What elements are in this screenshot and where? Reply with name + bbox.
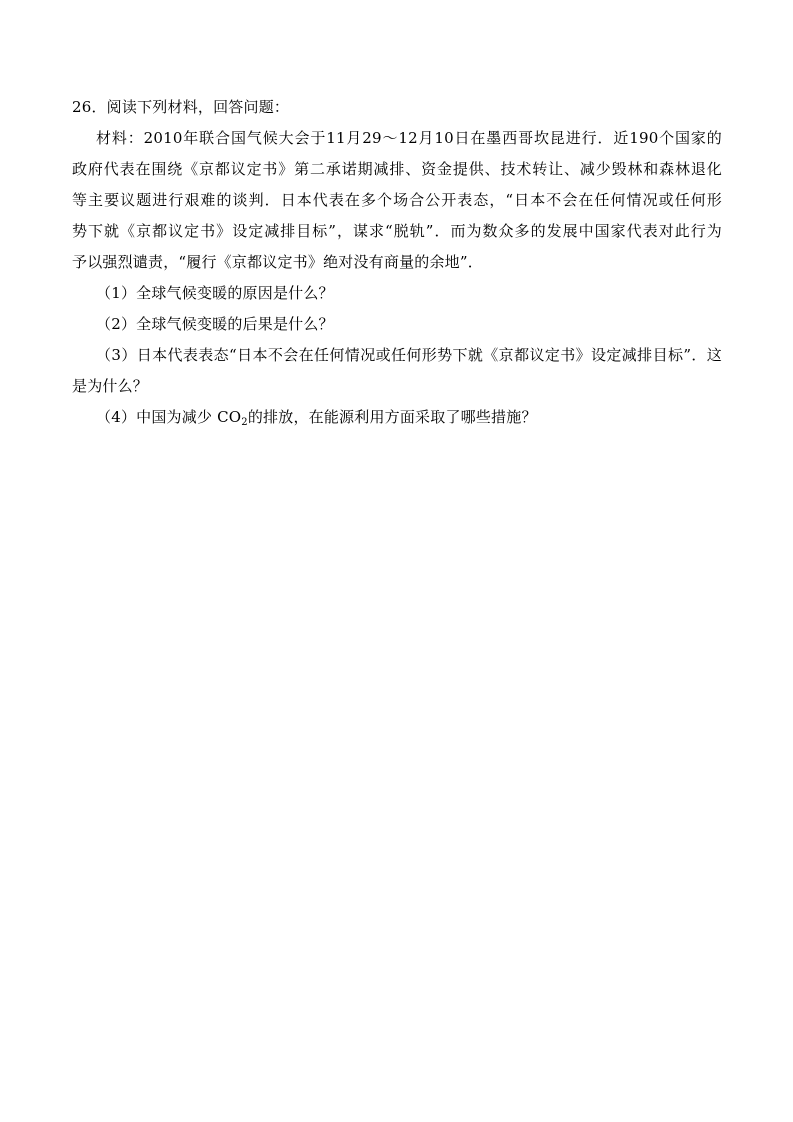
sub-question-4-text-b: 的排放，在能源利用方面采取了哪些措施？ bbox=[247, 408, 537, 426]
sub-question-3-line-2: 是为什么？ bbox=[72, 377, 149, 395]
sub-question-1: （1）全球气候变暖的原因是什么？ bbox=[96, 284, 334, 302]
material-line-2: 政府代表在围绕《京都议定书》第二承诺期减排、资金提供、技术转让、减少毁林和森林退化 bbox=[72, 160, 722, 178]
material-line-5: 予以强烈谴责，“履行《京都议定书》绝对没有商量的余地”． bbox=[72, 253, 483, 271]
material-line-3: 等主要议题进行艰难的谈判．日本代表在多个场合公开表态，“日本不会在任何情况或任何形 bbox=[72, 191, 722, 209]
question-heading: 26．阅读下列材料，回答问题： bbox=[72, 98, 290, 116]
sub-question-2: （2）全球气候变暖的后果是什么？ bbox=[96, 315, 334, 333]
question-26 bbox=[72, 92, 722, 433]
sub-question-4-text-a: （4）中国为减少 CO bbox=[96, 408, 242, 426]
material-line-1: 材料：2010年联合国气候大会于11月29～12月10日在墨西哥坎昆进行．近190个国家的 bbox=[96, 129, 722, 147]
material-line-4: 势下就《京都议定书》设定减排目标”，谋求“脱轨”．而为数众多的发展中国家代表对此行为 bbox=[72, 222, 722, 240]
co2-subscript: 2 bbox=[241, 417, 248, 428]
sub-question-3-line-1: （3）日本代表表态“日本不会在任何情况或任何形势下就《京都议定书》设定减排目标”．这 bbox=[96, 346, 722, 364]
sub-question-4 bbox=[72, 402, 722, 433]
